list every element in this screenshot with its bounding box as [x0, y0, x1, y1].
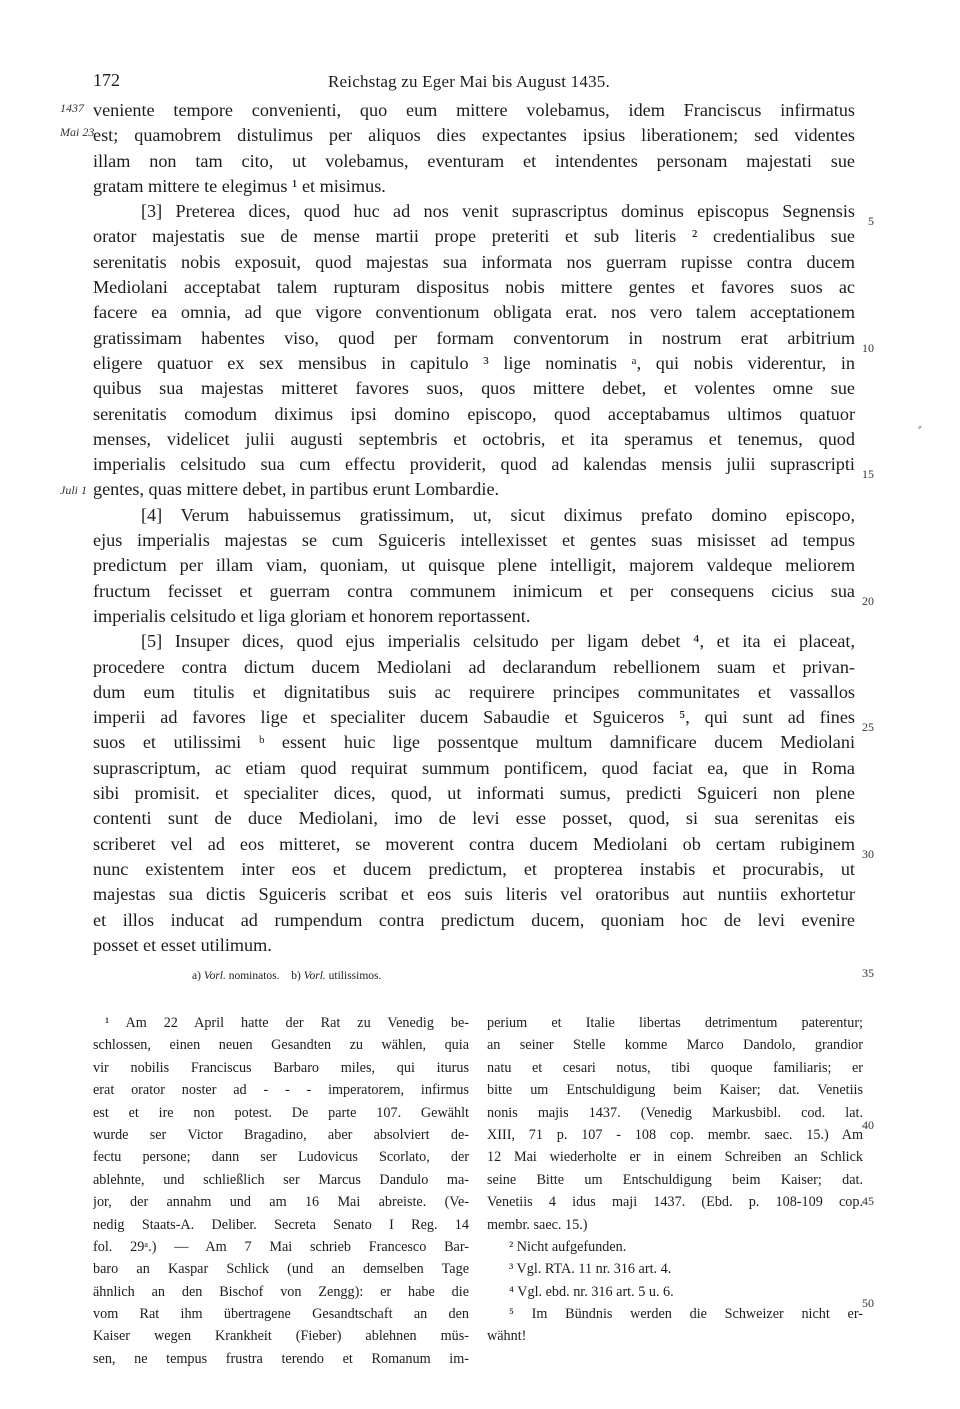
footnote-line: ¹ Am 22 April hatte der Rat zu Venedig be-: [105, 1015, 469, 1031]
apparatus-b-label: b): [291, 970, 301, 982]
text-line: veniente tempore convenienti, quo eum mittere volebamus, idem Franciscus infirmatus: [93, 100, 855, 120]
footnote-line: seine Bitte um Entschuldigung beim Kaiser; dat.: [487, 1171, 863, 1188]
margin-date-mai: Mai 23: [60, 125, 95, 139]
text-line: procedere contra dictum ducem Mediolani ad declarandum rebellionem suam et privan-: [93, 656, 855, 677]
footnote-line: fectu persone; dann ser Ludovicus Scorlato, der: [93, 1149, 469, 1166]
text-line: serenitatis nobis exposuit, quod majestas sua informata nos guerram rupisse contra ducem: [93, 251, 855, 272]
text-line: [5] Insuper dices, quod ejus imperialis celsitudo per ligam debet ⁴, et ita ei placeat,: [141, 631, 855, 652]
footnote-line: erat orator noster ad - - - imperatorem, infirmus: [93, 1082, 469, 1099]
footnote-line: membr. saec. 15.): [487, 1216, 588, 1233]
footnote-line: perium et Italie libertas detrimentum paterentur;: [487, 1015, 863, 1031]
page-number: 172: [93, 70, 120, 90]
footnote-line: schlossen, einen neuen Gesandten zu wählen, quia: [93, 1037, 469, 1054]
text-line: sibi promisit. et specialiter dices, quod, ut informati sumus, predicti Sguiceri non plene: [93, 783, 855, 804]
text-line: posset et esset utilimum.: [93, 934, 272, 955]
critical-apparatus: [192, 970, 381, 982]
text-line: suos et utilissimi ᵇ essent huic lige possentque multum damnificare ducem Mediolani: [93, 732, 855, 753]
footnote-line: fol. 29ᵃ.) — Am 7 Mai schrieb Francesco Bar-: [93, 1238, 469, 1255]
footnote-line: bitte um Entschuldigung beim Kaiser; dat. Venetiis: [487, 1082, 863, 1099]
footnote-line: Kaiser wegen Krankheit (Fieber) ablehnen müs-: [93, 1328, 469, 1345]
text-line: Mediolani acceptabat talem rupturam dispositus nobis mittere gentes et favores suos ac: [93, 277, 855, 298]
text-line: scriberet vel ad eos mitteret, se moverent contra ducem Mediolani ob certam rubiginem: [93, 833, 855, 854]
line-number: 15: [862, 467, 874, 481]
running-head: Reichstag zu Eger Mai bis August 1435.: [328, 72, 610, 91]
text-line: eligere quatuor ex sex mensibus in capitulo ³ lige nominatis ᵃ, qui nobis viderentur, in: [93, 352, 855, 373]
text-line: facere ea omnia, ad que vigore conventionum obligata erat. nos vero talem acceptationem: [93, 302, 855, 323]
text-line: contenti sunt de duce Mediolani, imo de levi esse posset, quod, si sua serenitas eis: [93, 808, 855, 829]
stray-mark: ⸗: [918, 421, 922, 433]
footnote-line: jor, der annahm und am 16 Mai abreiste. (Ve-: [93, 1194, 469, 1211]
text-line: ejus imperialis majestas se cum Sguiceris intellexisset et gentes suas misisset ad tempus: [93, 530, 855, 551]
line-number: 50: [862, 1296, 874, 1310]
text-line: orator majestatis sue de mense martii prope preteriti et sub literis ² credentialibus sue: [93, 226, 855, 247]
text-line: gentes, quas mittere debet, in partibus erunt Lombardie.: [93, 479, 500, 500]
footnote-line: nedig Staats-A. Deliber. Secreta Senato I Reg. 14: [93, 1216, 469, 1233]
line-number: 5: [868, 214, 874, 228]
text-line: quibus sua majestas mitteret favores suos, quos mittere debet, et volentes omne sue: [93, 378, 855, 399]
text-line: fructum fecisset et guerram contra communem inimicum et per consequens cicius sua: [93, 580, 855, 601]
footnote-line: XIII, 71 p. 107 - 108 cop. membr. saec. 15.) Am: [487, 1126, 863, 1143]
text-line: imperialis celsitudo sua cum effectu providerit, quod ad kalendas mensis julii suprascripti: [93, 454, 855, 475]
line-number: 10: [862, 341, 874, 355]
text-line: gratam mittere te elegimus ¹ et misimus.: [93, 175, 386, 196]
footnote-line: vir nobilis Franciscus Barbaro miles, qui iturus: [93, 1059, 469, 1076]
line-number: 20: [862, 594, 874, 608]
text-line: gratissimam habentes viso, quod per formam conventorum in nostrum erat arbitrium: [93, 327, 855, 348]
line-number: 45: [862, 1194, 874, 1208]
text-line: menses, videlicet julii augusti septembris et octobris, et ita speramus et tenemus, quod: [93, 428, 855, 449]
footnote-line: wähnt!: [487, 1328, 527, 1345]
apparatus-a-label: a): [192, 970, 201, 982]
line-number: 35: [862, 966, 874, 980]
footnote-line: ähnlich an den Bischof von Zengg): er habe die: [93, 1283, 469, 1300]
footnote-line: ⁴ Vgl. ebd. nr. 316 art. 5 u. 6.: [509, 1283, 674, 1300]
text-line: est; quamobrem distulimus per aliquos dies expectantes ipsius liberationem; sed videntes: [93, 125, 855, 146]
text-line: [4] Verum habuissemus gratissimum, ut, sicut diximus prefato domino episcopo,: [141, 504, 855, 525]
footnote-line: nonis majis 1437. (Venedig Markusbibl. cod. lat.: [487, 1104, 863, 1121]
text-line: predictum per illam viam, quoniam, ut quisque plene intelligit, majorem valdeque meliorem: [93, 555, 855, 576]
footnotes-right-column: [487, 1012, 863, 1348]
footnote-line: Venetiis 4 idus maji 1437. (Ebd. p. 108-109 cop.: [487, 1194, 863, 1211]
text-line: majestas sua dictis Sguiceris scribat et eos suis literis vel oratoribus aut nuntiis exhortetur: [93, 884, 855, 905]
line-number: 25: [862, 720, 874, 734]
margin-year: 1437: [60, 101, 84, 115]
margin-date-juli: Juli 1: [60, 483, 87, 497]
footnote-line: baro an Kaspar Schlick (und an demselben Tage: [93, 1261, 469, 1278]
apparatus-a-vorl: Vorl.: [203, 970, 226, 982]
text-line: nunc existentem inter eos et ducem predictum, et propterea instabis et procurabis, ut: [93, 858, 855, 879]
footnote-line: ² Nicht aufgefunden.: [509, 1238, 627, 1255]
text-line: serenitatis comodum diximus ipsi domino episcopo, quod acceptabamus ultimos quatuor: [93, 403, 855, 424]
footnote-line: 12 Mai wiederholte er in einem Schreiben an Schlick: [487, 1149, 863, 1166]
text-line: et illos inducat ad rumpendum contra predictum ducem, quoniam hoc de levi evenire: [93, 909, 855, 930]
footnote-line: an seiner Stelle komme Marco Dandolo, grandior: [487, 1037, 863, 1054]
footnote-line: vom Rat ihm übertragene Gesandtschaft an den: [93, 1306, 469, 1323]
footnote-line: ⁵ Im Bündnis werden die Schweizer nicht er-: [509, 1306, 863, 1323]
line-number: 30: [862, 847, 874, 861]
text-line: dum eum titulis et dignitatibus suis ac requirere principes communitates et vassallos: [93, 681, 855, 702]
apparatus-b-text: utilissimos.: [328, 970, 382, 982]
footnote-line: ³ Vgl. RTA. 11 nr. 316 art. 4.: [509, 1261, 672, 1278]
footnote-line: wurde ser Victor Bragadino, aber absolviert de-: [93, 1126, 469, 1143]
text-line: imperialis celsitudo et liga gloriam et honorem reportassent.: [93, 605, 531, 626]
footnote-line: est et ire non potest. De parte 107. Gewählt: [93, 1104, 469, 1121]
footnote-line: ablehnte, und schließlich ser Marcus Dandulo ma-: [93, 1171, 469, 1188]
text-line: imperii ad favores lige et specialiter ducem Sabaudie et Sguiceros ⁵, qui sunt ad fines: [93, 707, 855, 728]
text-line: illam non tam cito, ut volebamus, eventuram et intendentes personam majestati sue: [93, 150, 855, 171]
footnote-line: natu et cesari notus, tibi quoque familiaris; er: [487, 1059, 863, 1076]
apparatus-b-vorl: Vorl.: [303, 970, 326, 982]
footnotes-left-column: [93, 1012, 469, 1370]
text-line: [3] Preterea dices, quod huc ad nos venit suprascriptus dominus episcopus Segnensis: [141, 201, 855, 222]
apparatus-a-text: nominatos.: [228, 970, 280, 982]
text-line: suprascriptum, ac etiam quod requirat summum pontificem, quod faciat ea, que in Roma: [93, 757, 855, 778]
line-number: 40: [862, 1118, 874, 1132]
main-text: [93, 98, 855, 958]
footnote-line: sen, ne tempus frustra terendo et Romanum im-: [93, 1350, 469, 1367]
